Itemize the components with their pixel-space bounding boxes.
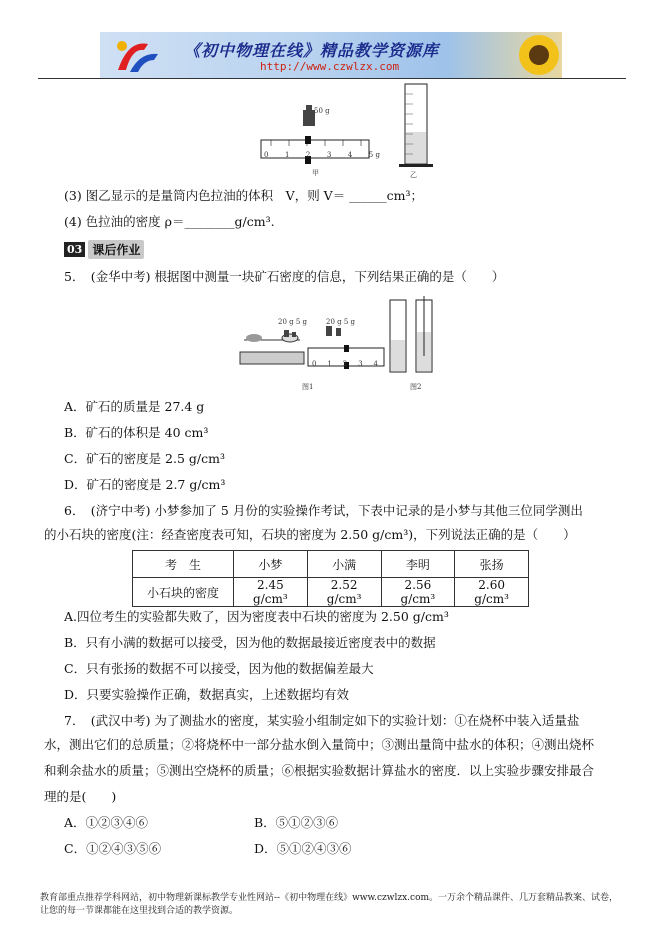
figure-caption-1: 图1 <box>302 383 314 391</box>
tick: 5 g <box>368 151 380 159</box>
q5-option-b[interactable]: B．矿石的体积是 40 cm³ <box>64 425 209 440</box>
header-banner <box>100 32 562 78</box>
table-header: 张扬 <box>455 551 529 578</box>
section-header <box>64 240 144 259</box>
figure-caption-yi: 乙 <box>410 171 417 179</box>
table-cell: 2.60 g/cm³ <box>455 578 529 607</box>
tick: 1 <box>284 151 290 159</box>
q5-stem: 5． (金华中考) 根据图中测量一块矿石密度的信息，下列结果正确的是（ ） <box>64 269 505 284</box>
q5-option-a[interactable]: A．矿石的质量是 27.4 g <box>64 399 205 414</box>
section-title: 课后作业 <box>88 240 144 259</box>
table-cell: 2.52 g/cm³ <box>307 578 381 607</box>
site-logo-icon <box>108 36 162 76</box>
balance-icon <box>240 352 304 364</box>
tick: 1 <box>327 360 332 368</box>
sunflower-icon <box>516 32 562 78</box>
top-figure <box>255 80 445 180</box>
tick: 4 <box>347 151 353 159</box>
table-header: 李明 <box>381 551 455 578</box>
q7-line4: 理的是( ) <box>44 789 117 804</box>
ruler-ticks <box>312 360 378 368</box>
q4-part3: (3) 图乙显示的是量筒内色拉油的体积 V，则 V＝ ______cm³； <box>64 188 424 203</box>
q6-option-a[interactable]: A.四位考生的实验都失败了，因为密度表中石块的密度为 2.50 g/cm³ <box>64 609 449 624</box>
weight-label: 50 g <box>314 107 330 115</box>
q6-option-b[interactable]: B．只有小满的数据可以接受，因为他的数据最接近密度表中的数据 <box>64 635 436 650</box>
q6-stem-line2: 的小石块的密度(注：经查密度表可知，石块的密度为 2.50 g/cm³)，下列说法正确的是（ ） <box>44 527 576 542</box>
table-row-label: 小石块的密度 <box>133 578 234 607</box>
q7-line3: 和剩余盐水的质量；⑤测出空烧杯的质量；⑥根据实验数据计算盐水的密度．以上实验步骤安排最合 <box>44 763 595 778</box>
q4-part4: (4) 色拉油的密度 ρ＝________g/cm³. <box>64 214 275 229</box>
banner-title: 《初中物理在线》精品教学资源库 <box>184 41 440 60</box>
weights-label: 20 g 5 g <box>326 318 355 326</box>
figure-caption-2: 图2 <box>410 383 422 391</box>
tick: 2 <box>342 360 348 368</box>
q6-stem-line1: 6． (济宁中考) 小梦参加了 5 月份的实验操作考试，下表中记录的是小梦与其他三位同学测出 <box>64 503 583 518</box>
q7-line2: 水，测出它们的总质量；②将烧杯中一部分盐水倒入量筒中；③测出量筒中盐水的体积；④测出烧杯 <box>44 737 595 752</box>
section-number: 03 <box>64 242 85 257</box>
table-row <box>133 578 529 607</box>
q5-option-d[interactable]: D．矿石的密度是 2.7 g/cm³ <box>64 477 226 492</box>
q7-line1: 7． (武汉中考) 为了测盐水的密度，某实验小组制定如下的实验计划：①在烧杯中装入适量盐 <box>64 713 580 728</box>
banner-url[interactable]: http://www.czwlzx.com <box>260 60 400 73</box>
q6-option-c[interactable]: C．只有张扬的数据不可以接受，因为他的数据偏差最大 <box>64 661 374 676</box>
header-rule <box>38 78 626 79</box>
tick: 3 <box>358 360 363 368</box>
table-cell: 2.56 g/cm³ <box>381 578 455 607</box>
q5-option-c[interactable]: C．矿石的密度是 2.5 g/cm³ <box>64 451 225 466</box>
table-header: 考 生 <box>133 551 234 578</box>
q7-option-b[interactable]: B．⑤①②③⑥ <box>254 815 339 830</box>
q7-option-d[interactable]: D．⑤①②④③⑥ <box>254 841 352 856</box>
density-table <box>132 550 529 607</box>
q7-option-a[interactable]: A．①②③④⑥ <box>64 815 149 830</box>
figure-caption-jia: 甲 <box>312 169 319 177</box>
table-header: 小梦 <box>234 551 308 578</box>
tick: 2 <box>305 151 311 159</box>
table-header-row <box>133 551 529 578</box>
ruler-ticks <box>264 151 380 159</box>
table-cell: 2.45 g/cm³ <box>234 578 308 607</box>
q6-option-d[interactable]: D．只要实验操作正确，数据真实，上述数据均有效 <box>64 687 350 702</box>
table-header: 小满 <box>307 551 381 578</box>
q7-option-c[interactable]: C．①②④③⑤⑥ <box>64 841 162 856</box>
tick: 0 <box>312 360 317 368</box>
page-footer: 教育部重点推荐学科网站，初中物理新课标教学专业性网站--《初中物理在线》www.czwlzx.com。一万余个精品课件、几万套精品教案、试卷，让您的每一节课都能在这里找到合适的教学资源。 <box>40 893 619 916</box>
tick: 0 <box>264 151 269 159</box>
tick: 3 <box>326 151 332 159</box>
weights-label: 20 g 5 g <box>278 318 307 326</box>
tick: 4 <box>373 360 378 368</box>
